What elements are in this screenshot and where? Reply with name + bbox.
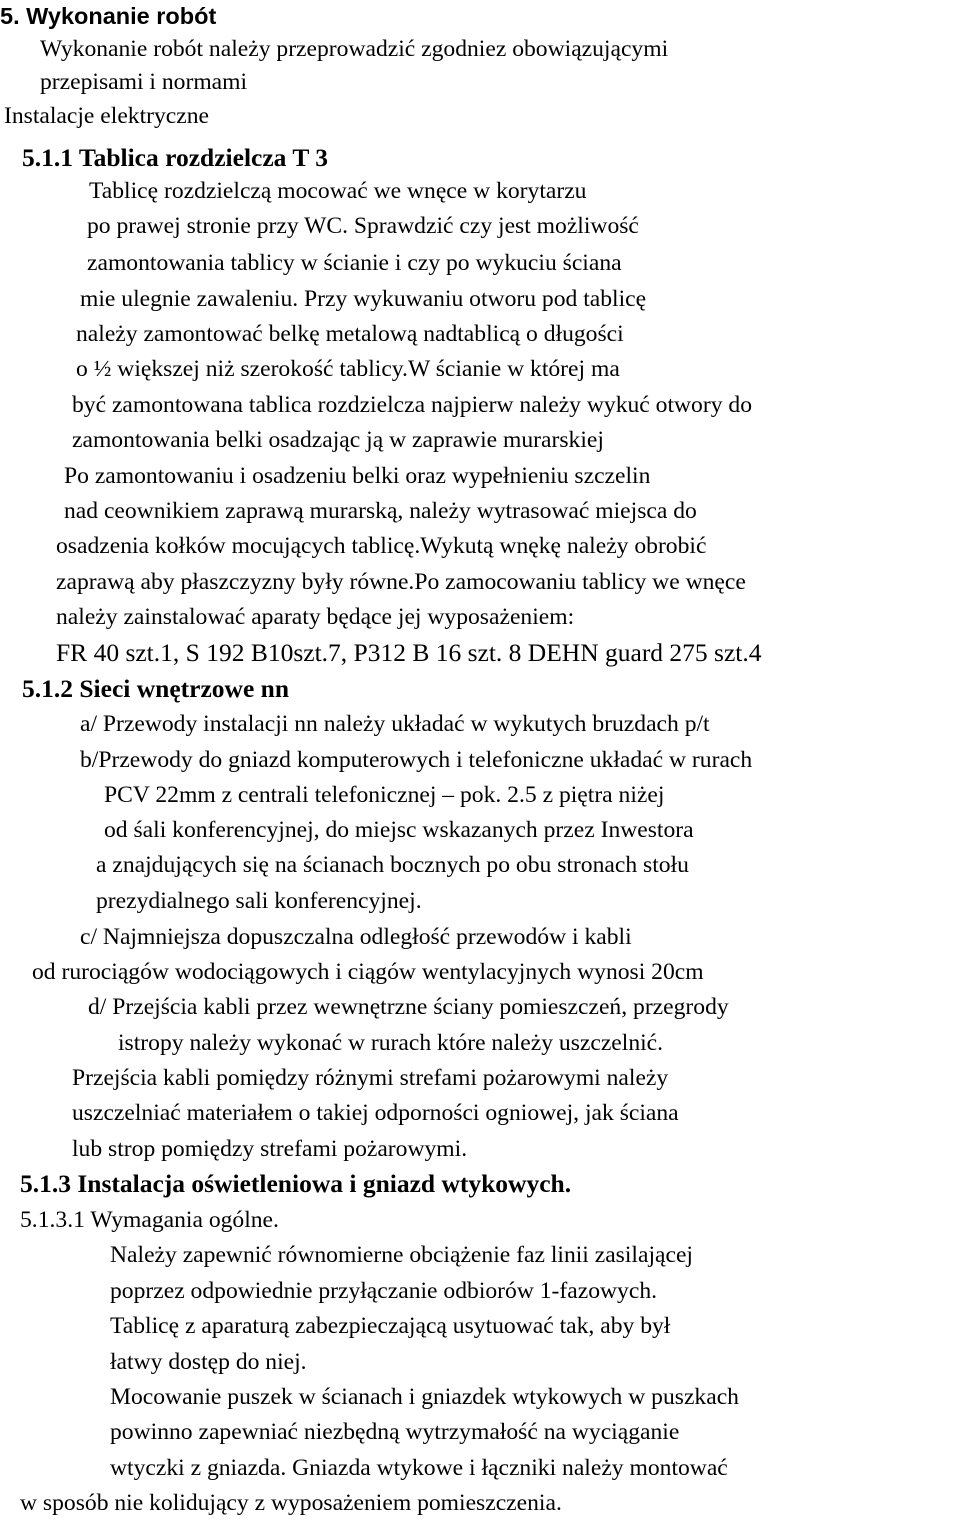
text-line: zamontowania belki osadzając ją w zaprawie murarskiej [72, 427, 604, 453]
text-line: Tablicę z aparaturą zabezpieczającą usytuować tak, aby był [110, 1313, 671, 1339]
text-line: lub strop pomiędzy strefami pożarowymi. [72, 1136, 468, 1162]
subsection-heading-5-1-3: 5.1.3 Instalacja oświetleniowa i gniazd wtykowych. [20, 1169, 572, 1198]
text-line: d/ Przejścia kabli przez wewnętrzne ściany pomieszczeń, przegrody [88, 994, 729, 1020]
text-line: po prawej stronie przy WC. Sprawdzić czy jest możliwość [87, 213, 639, 239]
text-line: należy zamontować belkę metalową nadtablicą o długości [76, 321, 624, 347]
text-line: Instalacje elektryczne [4, 103, 210, 129]
text-line: zaprawą aby płaszczyzny były równe.Po zamocowaniu tablicy we wnęce [56, 569, 746, 595]
text-line: poprzez odpowiednie przyłączanie odbiorów 1-fazowych. [110, 1278, 658, 1304]
text-line: łatwy dostęp do niej. [110, 1349, 307, 1375]
text-line: od śali konferencyjnej, do miejsc wskazanych przez Inwestora [104, 817, 694, 843]
subsubsection-heading-5-1-3-1: 5.1.3.1 Wymagania ogólne. [20, 1207, 279, 1233]
text-line: a znajdujących się na ścianach bocznych po obu stronach stołu [96, 852, 689, 878]
text-line: FR 40 szt.1, S 192 B10szt.7, P312 B 16 szt. 8 DEHN guard 275 szt.4 [56, 638, 762, 667]
text-line: osadzenia kołków mocujących tablicę.Wykutą wnękę należy obrobić [56, 533, 707, 559]
text-line: PCV 22mm z centrali telefonicznej – pok. 2.5 z piętra niżej [104, 782, 665, 808]
text-line: zamontowania tablicy w ścianie i czy po wykuciu ściana [87, 250, 622, 276]
text-line: prezydialnego sali konferencyjnej. [96, 888, 422, 914]
text-line: Tablicę rozdzielczą mocować we wnęce w korytarzu [89, 178, 587, 204]
text-line: c/ Najmniejsza dopuszczalna odległość przewodów i kabli [80, 924, 632, 950]
subsection-heading-5-1-2: 5.1.2 Sieci wnętrzowe nn [22, 674, 290, 703]
text-line: Po zamontowaniu i osadzeniu belki oraz wypełnieniu szczelin [64, 463, 651, 489]
text-line: wtyczki z gniazda. Gniazda wtykowe i łączniki należy montować [110, 1455, 728, 1481]
text-line: mie ulegnie zawaleniu. Przy wykuwaniu otworu pod tablicę [80, 286, 647, 312]
text-line: a/ Przewody instalacji nn należy układać w wykutych bruzdach p/t [80, 711, 710, 737]
text-line: Mocowanie puszek w ścianach i gniazdek wtykowych w puszkach [110, 1384, 739, 1410]
text-line: o ½ większej niż szerokość tablicy.W ścianie w której ma [76, 356, 620, 382]
text-line: nad ceownikiem zaprawą murarską, należy wytrasować miejsca do [64, 498, 697, 524]
subsection-heading-5-1-1: 5.1.1 Tablica rozdzielcza T 3 [22, 143, 329, 172]
text-line: uszczelniać materiałem o takiej odporności ogniowej, jak ściana [72, 1100, 679, 1126]
text-line: istropy należy wykonać w rurach które należy uszczelnić. [118, 1030, 664, 1056]
text-line: powinno zapewniać niezbędną wytrzymałość na wyciąganie [110, 1419, 680, 1445]
section-heading-5: 5. Wykonanie robót [0, 3, 217, 29]
text-line: być zamontowana tablica rozdzielcza najpierw należy wykuć otwory do [72, 392, 752, 418]
text-line: w sposób nie kolidujący z wyposażeniem pomieszczenia. [20, 1490, 562, 1516]
text-line: Wykonanie robót należy przeprowadzić zgodniez obowiązującymi [40, 36, 669, 62]
text-line: przepisami i normami [40, 69, 248, 95]
text-line: Przejścia kabli pomiędzy różnymi strefami pożarowymi należy [72, 1065, 669, 1091]
text-line: należy zainstalować aparaty będące jej wyposażeniem: [56, 604, 575, 630]
text-line: od rurociągów wodociągowych i ciągów wentylacyjnych wynosi 20cm [32, 959, 704, 985]
text-line: Należy zapewnić równomierne obciążenie faz linii zasilającej [110, 1242, 693, 1268]
text-line: b/Przewody do gniazd komputerowych i telefoniczne układać w rurach [80, 747, 753, 773]
